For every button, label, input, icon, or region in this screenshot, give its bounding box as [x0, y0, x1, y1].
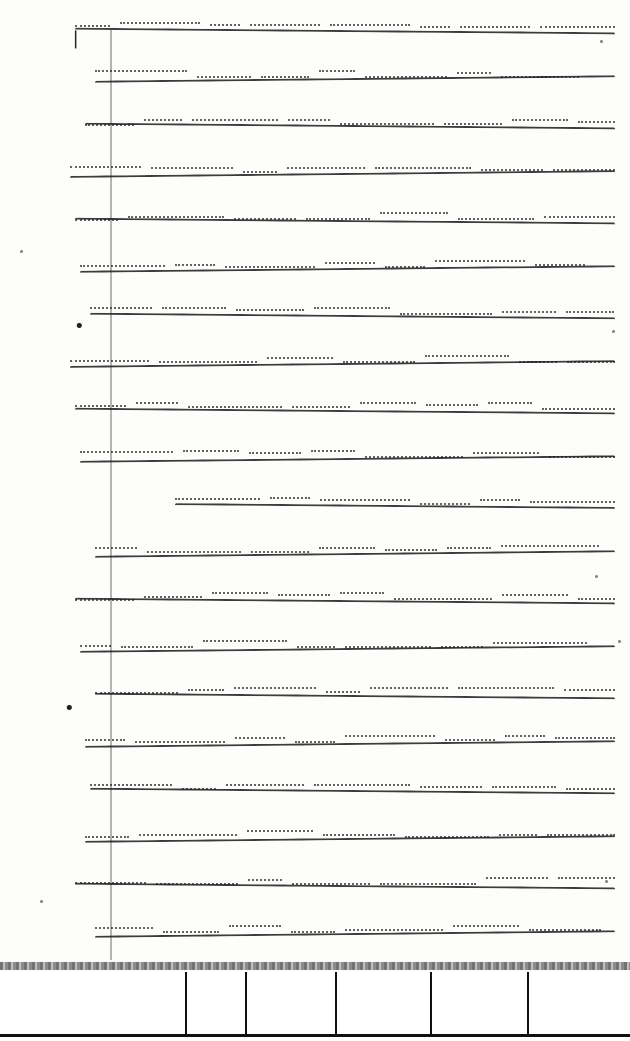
ink-stroke	[95, 70, 187, 72]
ink-stroke	[502, 311, 556, 313]
ink-stroke	[444, 123, 502, 125]
margin-mark: ❘	[68, 28, 84, 49]
ink-stroke	[360, 402, 416, 404]
ink-stroke	[90, 307, 152, 309]
ink-stroke	[90, 784, 172, 786]
ink-stroke	[188, 689, 224, 691]
ink-stroke	[144, 596, 202, 598]
scan-speck	[618, 640, 621, 643]
ink-stroke	[447, 547, 491, 549]
ink-stroke	[175, 498, 260, 500]
scan-speck	[20, 250, 23, 253]
ink-stroke	[564, 689, 615, 691]
ink-stroke	[248, 879, 282, 881]
ink-stroke	[385, 266, 425, 268]
margin-mark: •	[64, 698, 75, 719]
ink-stroke	[330, 24, 410, 26]
ink-stroke	[75, 405, 126, 407]
ink-stroke	[488, 402, 532, 404]
ink-stroke	[261, 76, 309, 78]
ink-stroke	[458, 687, 554, 689]
ink-stroke	[499, 834, 537, 836]
form-cell	[430, 972, 529, 1034]
ink-stroke	[380, 212, 448, 214]
ink-stroke	[457, 72, 491, 74]
ink-stroke	[549, 456, 615, 458]
handwritten-text-block	[60, 0, 620, 965]
ink-stroke	[295, 741, 335, 743]
ink-stroke	[567, 361, 615, 363]
ink-stroke	[492, 786, 556, 788]
ink-stroke	[319, 547, 375, 549]
ink-stroke	[292, 406, 350, 408]
ink-stroke	[314, 307, 390, 309]
ink-stroke	[340, 123, 434, 125]
ink-stroke	[270, 497, 310, 499]
ink-stroke	[192, 119, 278, 121]
ink-stroke	[345, 929, 443, 931]
ink-stroke	[75, 219, 118, 221]
ink-stroke	[578, 598, 615, 600]
ink-stroke	[197, 76, 251, 78]
ink-stroke	[542, 408, 615, 410]
ink-stroke	[340, 592, 384, 594]
ink-stroke	[319, 70, 355, 72]
ink-stroke	[144, 119, 182, 121]
form-cell	[335, 972, 432, 1034]
ink-stroke	[530, 501, 615, 503]
ink-stroke	[320, 499, 410, 501]
ink-stroke	[95, 927, 153, 929]
ink-stroke	[473, 452, 539, 454]
ink-stroke	[267, 357, 333, 359]
ink-stroke	[182, 788, 216, 790]
ink-stroke	[297, 646, 335, 648]
ink-stroke	[306, 218, 370, 220]
ink-stroke	[80, 645, 111, 647]
ink-stroke	[502, 594, 568, 596]
ink-stroke	[188, 406, 282, 408]
ink-stroke	[394, 598, 492, 600]
ink-stroke	[486, 877, 548, 879]
scan-edge-band	[0, 962, 630, 970]
ink-stroke	[128, 216, 224, 218]
ink-stroke	[529, 929, 601, 931]
ink-stroke	[480, 499, 520, 501]
ink-stroke	[292, 883, 370, 885]
ink-stroke	[566, 311, 614, 313]
ink-stroke	[544, 216, 615, 218]
ink-stroke	[287, 167, 365, 169]
scan-speck	[595, 575, 598, 578]
ink-stroke	[578, 121, 615, 123]
ink-stroke	[151, 167, 233, 169]
ink-stroke	[540, 26, 615, 28]
ink-stroke	[370, 687, 448, 689]
ink-stroke	[385, 549, 437, 551]
ink-stroke	[535, 264, 585, 266]
ink-stroke	[420, 786, 482, 788]
ink-stroke	[85, 836, 129, 838]
ink-stroke	[519, 361, 557, 363]
ink-stroke	[139, 834, 237, 836]
ink-stroke	[445, 739, 495, 741]
ink-stroke	[234, 687, 316, 689]
ink-stroke	[365, 456, 463, 458]
ink-stroke	[375, 167, 471, 169]
ink-stroke	[458, 218, 534, 220]
ink-stroke	[183, 450, 239, 452]
ink-stroke	[250, 24, 320, 26]
ink-stroke	[420, 503, 470, 505]
ink-stroke	[435, 260, 525, 262]
ink-stroke	[426, 404, 478, 406]
ink-stroke	[147, 551, 241, 553]
ink-stroke	[481, 169, 543, 171]
ink-stroke	[212, 592, 268, 594]
ink-stroke	[501, 545, 599, 547]
scan-speck	[40, 900, 43, 903]
ink-stroke	[80, 265, 165, 267]
ink-stroke	[512, 119, 568, 121]
ink-stroke	[278, 594, 330, 596]
ink-stroke	[136, 402, 178, 404]
ink-stroke	[243, 171, 277, 173]
ink-stroke	[159, 361, 257, 363]
form-cell	[245, 972, 337, 1034]
ink-stroke	[323, 834, 395, 836]
margin-mark: •	[74, 316, 85, 337]
ink-stroke	[70, 360, 149, 362]
ink-stroke	[121, 646, 193, 648]
ink-stroke	[236, 309, 304, 311]
ink-stroke	[235, 737, 285, 739]
ink-stroke	[249, 452, 301, 454]
ink-stroke	[453, 925, 519, 927]
ink-stroke	[85, 124, 134, 126]
ink-stroke	[380, 883, 476, 885]
ink-stroke	[95, 692, 178, 694]
ink-stroke	[163, 931, 219, 933]
ink-stroke	[225, 266, 315, 268]
margin-rule	[110, 30, 112, 960]
ink-stroke	[291, 931, 335, 933]
ink-stroke	[314, 784, 410, 786]
ink-stroke	[553, 169, 615, 171]
ink-stroke	[566, 788, 615, 790]
ink-stroke	[70, 166, 141, 168]
scan-speck	[605, 880, 608, 883]
ink-stroke	[345, 646, 431, 648]
ink-stroke	[75, 25, 110, 27]
ink-stroke	[120, 22, 200, 24]
ink-stroke	[251, 551, 309, 553]
ink-stroke	[547, 834, 615, 836]
ink-stroke	[229, 925, 281, 927]
form-strip	[0, 972, 630, 1041]
ink-stroke	[425, 355, 509, 357]
ink-stroke	[234, 218, 296, 220]
form-cell	[185, 972, 247, 1034]
ink-stroke	[345, 735, 435, 737]
ink-stroke	[311, 450, 355, 452]
ink-stroke	[420, 26, 450, 28]
ink-stroke	[326, 691, 360, 693]
ink-stroke	[400, 313, 492, 315]
scan-speck	[612, 330, 615, 333]
scan-speck	[600, 40, 603, 43]
ink-stroke	[441, 646, 483, 648]
ink-stroke	[325, 262, 375, 264]
ink-stroke	[288, 119, 330, 121]
ink-stroke	[493, 642, 587, 644]
ink-stroke	[210, 24, 240, 26]
ink-stroke	[203, 640, 287, 642]
ink-stroke	[75, 599, 134, 601]
ink-stroke	[365, 76, 447, 78]
ink-stroke	[460, 26, 530, 28]
ink-stroke	[135, 741, 225, 743]
ink-stroke	[405, 836, 489, 838]
ink-stroke	[343, 361, 415, 363]
ink-stroke	[85, 739, 125, 741]
ink-stroke	[80, 451, 173, 453]
bottom-rule	[0, 1034, 630, 1037]
ink-stroke	[95, 547, 137, 549]
ink-stroke	[156, 883, 238, 885]
ink-stroke	[555, 737, 615, 739]
ink-stroke	[558, 877, 615, 879]
ink-stroke	[247, 830, 313, 832]
ink-stroke	[505, 735, 545, 737]
ink-stroke	[226, 784, 304, 786]
ink-stroke	[75, 882, 146, 884]
ink-stroke	[162, 307, 226, 309]
ink-stroke	[501, 76, 579, 78]
ink-stroke	[175, 264, 215, 266]
